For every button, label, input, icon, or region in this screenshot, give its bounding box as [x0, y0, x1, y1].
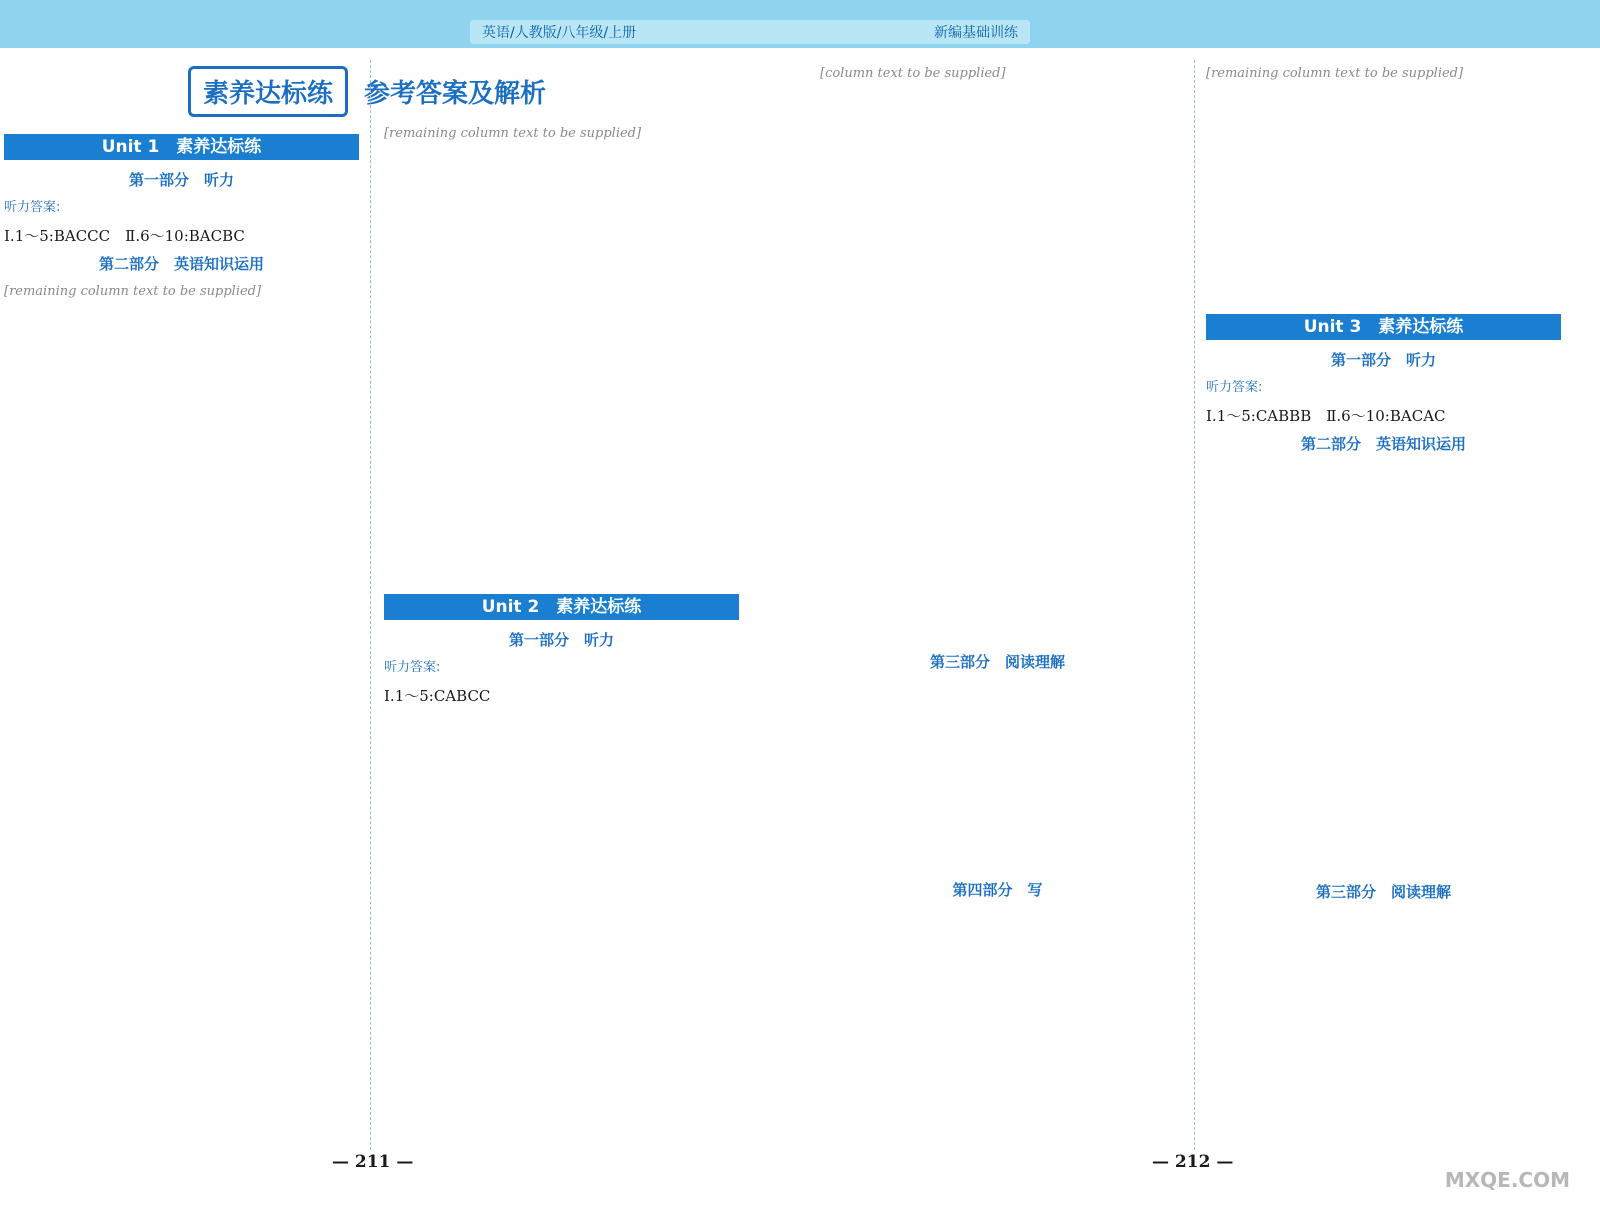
- header-left: 英语/人教版/八年级/上册: [482, 25, 637, 41]
- pending-content: [remaining column text to be supplied]: [4, 284, 262, 299]
- column-divider: [370, 60, 371, 1150]
- listening-answers: Ⅰ.1～5:CABBB Ⅱ.6～10:BACAC: [1206, 407, 1446, 425]
- page-number-right: — 212 —: [1152, 1152, 1234, 1172]
- pending-content: [column text to be supplied]: [820, 66, 1006, 81]
- section-heading: 第一部分 听力: [508, 631, 614, 649]
- section-heading: 第三部分 阅读理解: [929, 653, 1065, 671]
- title-box: 素养达标练: [188, 66, 348, 117]
- listening-answers: Ⅰ.1～5:BACCC Ⅱ.6～10:BACBC: [4, 227, 245, 245]
- pending-content: [remaining column text to be supplied]: [384, 126, 642, 141]
- page-number-left: — 211 —: [332, 1152, 414, 1172]
- unit-2-bar: Unit 2 素养达标练: [384, 594, 739, 620]
- page-title: [188, 66, 546, 117]
- column-divider: [1194, 60, 1195, 1150]
- unit-1-bar: Unit 1 素养达标练: [4, 134, 359, 160]
- column-4: [1206, 60, 1561, 906]
- column-1: [4, 128, 359, 306]
- section-heading: 第四部分 写: [952, 881, 1043, 899]
- column-3: [820, 60, 1175, 904]
- listening-tag: 听力答案:: [384, 660, 441, 675]
- column-2: [384, 120, 739, 710]
- listening-tag: 听力答案:: [1206, 380, 1263, 395]
- header-pill: [470, 20, 1030, 44]
- listening-answers: Ⅰ.1～5:CABCC: [384, 687, 491, 705]
- unit-3-bar: Unit 3 素养达标练: [1206, 314, 1561, 340]
- listening-tag: 听力答案:: [4, 200, 61, 215]
- header-right: 新编基础训练: [934, 25, 1018, 41]
- section-heading: 第一部分 听力: [1330, 351, 1436, 369]
- title-sub: 参考答案及解析: [364, 79, 547, 109]
- section-heading: 第二部分 英语知识运用: [1300, 435, 1466, 453]
- section-heading: 第一部分 听力: [128, 171, 234, 189]
- section-heading: 第三部分 阅读理解: [1315, 883, 1451, 901]
- watermark: MXQE.COM: [1444, 1168, 1570, 1192]
- section-heading: 第二部分 英语知识运用: [98, 255, 264, 273]
- header-strip: [0, 0, 1600, 48]
- pending-content: [remaining column text to be supplied]: [1206, 66, 1464, 81]
